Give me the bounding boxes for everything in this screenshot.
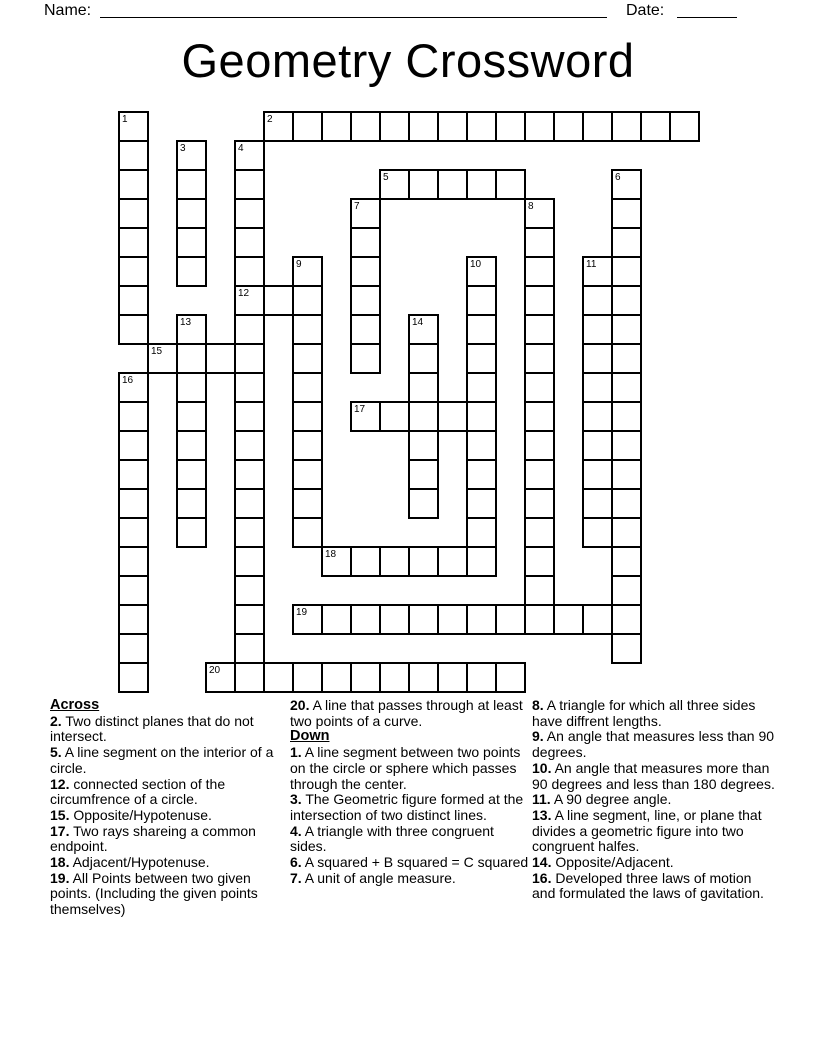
grid-cell-r12c17[interactable] (611, 459, 642, 490)
grid-cell-r19c7[interactable] (321, 662, 352, 693)
grid-cell-r0c13[interactable] (495, 111, 526, 142)
grid-cell-r9c2[interactable] (176, 372, 207, 403)
grid-cell-r19c0[interactable] (118, 662, 149, 693)
clue-heading-across: Across (50, 697, 100, 713)
grid-cell-r11c4[interactable] (234, 430, 265, 461)
clue-number: 14. (532, 854, 552, 871)
grid-cell-r17c13[interactable] (495, 604, 526, 635)
grid-cell-r17c4[interactable] (234, 604, 265, 635)
grid-cell-r14c12[interactable] (466, 517, 497, 548)
grid-cell-r2c10[interactable] (408, 169, 439, 200)
grid-cell-r5c17[interactable] (611, 256, 642, 287)
grid-cell-r9c4[interactable] (234, 372, 265, 403)
clue-number: 4. (290, 822, 302, 839)
grid-cell-r19c8[interactable] (350, 662, 381, 693)
grid-cell-r18c17[interactable] (611, 633, 642, 664)
grid-cell-r14c6[interactable] (292, 517, 323, 548)
grid-cell-r18c0[interactable] (118, 633, 149, 664)
grid-cell-r17c12[interactable] (466, 604, 497, 635)
grid-cell-r8c14[interactable] (524, 343, 555, 374)
cell-number-7: 7 (354, 201, 360, 212)
grid-cell-r15c7[interactable] (321, 546, 352, 577)
grid-cell-r2c17[interactable] (611, 169, 642, 200)
clue-down-1 (290, 745, 533, 792)
grid-cell-r13c10[interactable] (408, 488, 439, 519)
grid-cell-r10c2[interactable] (176, 401, 207, 432)
grid-cell-r3c17[interactable] (611, 198, 642, 229)
grid-cell-r3c0[interactable] (118, 198, 149, 229)
grid-cell-r8c10[interactable] (408, 343, 439, 374)
grid-cell-r17c6[interactable] (292, 604, 323, 635)
clue-text: A squared + B squared = C squared (301, 854, 529, 871)
grid-cell-r19c4[interactable] (234, 662, 265, 693)
grid-cell-r17c0[interactable] (118, 604, 149, 635)
grid-cell-r13c6[interactable] (292, 488, 323, 519)
grid-cell-r7c4[interactable] (234, 314, 265, 345)
clue-text: The Geometric figure formed at the intersection of two distinct lines. (290, 791, 524, 823)
clue-text: A line segment, line, or plane that divides a geometric figure into two congruent halfes. (532, 806, 762, 855)
grid-cell-r13c14[interactable] (524, 488, 555, 519)
grid-cell-r0c11[interactable] (437, 111, 468, 142)
clue-number: 1. (290, 744, 302, 761)
grid-cell-r2c0[interactable] (118, 169, 149, 200)
clue-across-20 (290, 698, 533, 729)
clue-down-3 (290, 792, 533, 823)
grid-cell-r0c6[interactable] (292, 111, 323, 142)
grid-cell-r16c14[interactable] (524, 575, 555, 606)
grid-cell-r0c16[interactable] (582, 111, 613, 142)
grid-cell-r11c6[interactable] (292, 430, 323, 461)
clue-number: 6. (290, 854, 302, 871)
clue-heading-down: Down (290, 728, 330, 745)
grid-cell-r10c4[interactable] (234, 401, 265, 432)
grid-cell-r12c14[interactable] (524, 459, 555, 490)
grid-cell-r18c4[interactable] (234, 633, 265, 664)
cell-number-4: 4 (238, 143, 244, 154)
grid-cell-r16c17[interactable] (611, 575, 642, 606)
grid-cell-r11c10[interactable] (408, 430, 439, 461)
cell-number-20: 20 (209, 665, 221, 676)
grid-cell-r11c14[interactable] (524, 430, 555, 461)
grid-cell-r9c14[interactable] (524, 372, 555, 403)
clue-number: 10. (532, 759, 552, 776)
grid-cell-r14c14[interactable] (524, 517, 555, 548)
grid-cell-r15c0[interactable] (118, 546, 149, 577)
grid-cell-r14c16[interactable] (582, 517, 613, 548)
grid-cell-r6c4[interactable] (234, 285, 265, 316)
clue-text: Opposite/Hypotenuse. (69, 806, 212, 823)
grid-cell-r15c17[interactable] (611, 546, 642, 577)
cell-number-5: 5 (383, 172, 389, 183)
grid-cell-r15c10[interactable] (408, 546, 439, 577)
clue-text: A line segment on the interior of a circle. (50, 744, 274, 776)
grid-cell-r0c8[interactable] (350, 111, 381, 142)
grid-cell-r9c17[interactable] (611, 372, 642, 403)
grid-cell-r0c14[interactable] (524, 111, 555, 142)
clue-down-8 (532, 698, 778, 729)
grid-cell-r19c9[interactable] (379, 662, 410, 693)
clue-across-15 (50, 808, 286, 824)
grid-cell-r1c0[interactable] (118, 140, 149, 171)
grid-cell-r17c7[interactable] (321, 604, 352, 635)
grid-cell-r10c9[interactable] (379, 401, 410, 432)
clue-text: All Points between two given points. (Including the given points themselves) (50, 869, 258, 918)
grid-cell-r13c16[interactable] (582, 488, 613, 519)
cell-number-6: 6 (615, 172, 621, 183)
grid-cell-r7c17[interactable] (611, 314, 642, 345)
clue-text: Adjacent/Hypotenuse. (69, 854, 210, 871)
grid-cell-r12c12[interactable] (466, 459, 497, 490)
clue-down-11 (532, 792, 778, 808)
cell-number-18: 18 (325, 549, 337, 560)
grid-cell-r7c0[interactable] (118, 314, 149, 345)
grid-cell-r1c4[interactable] (234, 140, 265, 171)
grid-cell-r15c8[interactable] (350, 546, 381, 577)
grid-cell-r17c8[interactable] (350, 604, 381, 635)
grid-cell-r7c16[interactable] (582, 314, 613, 345)
clue-number: 5. (50, 744, 62, 761)
grid-cell-r11c16[interactable] (582, 430, 613, 461)
grid-cell-r9c10[interactable] (408, 372, 439, 403)
grid-cell-r10c6[interactable] (292, 401, 323, 432)
grid-cell-r5c0[interactable] (118, 256, 149, 287)
grid-cell-r6c12[interactable] (466, 285, 497, 316)
clues-column-1 (50, 698, 286, 918)
grid-cell-r9c16[interactable] (582, 372, 613, 403)
grid-cell-r0c9[interactable] (379, 111, 410, 142)
grid-cell-r13c12[interactable] (466, 488, 497, 519)
grid-cell-r5c8[interactable] (350, 256, 381, 287)
grid-cell-r2c11[interactable] (437, 169, 468, 200)
grid-cell-r8c17[interactable] (611, 343, 642, 374)
clue-text: Developed three laws of motion and formulated the laws of gavitation. (532, 869, 764, 902)
grid-cell-r14c17[interactable] (611, 517, 642, 548)
grid-cell-r6c0[interactable] (118, 285, 149, 316)
grid-cell-r7c14[interactable] (524, 314, 555, 345)
grid-cell-r9c0[interactable] (118, 372, 149, 403)
clue-text: connected section of the circumfrence of a circle. (50, 775, 226, 808)
grid-cell-r17c17[interactable] (611, 604, 642, 635)
cell-number-8: 8 (528, 201, 534, 212)
date-blank-line (677, 17, 737, 18)
grid-cell-r13c2[interactable] (176, 488, 207, 519)
grid-cell-r6c8[interactable] (350, 285, 381, 316)
grid-cell-r3c4[interactable] (234, 198, 265, 229)
grid-cell-r19c3[interactable] (205, 662, 236, 693)
grid-cell-r12c6[interactable] (292, 459, 323, 490)
grid-cell-r16c0[interactable] (118, 575, 149, 606)
grid-cell-r19c5[interactable] (263, 662, 294, 693)
clue-text: An angle that measures more than 90 degrees and less than 180 degrees. (532, 759, 775, 792)
grid-cell-r6c6[interactable] (292, 285, 323, 316)
clue-number: 8. (532, 697, 544, 713)
clue-number: 3. (290, 791, 302, 808)
grid-cell-r12c16[interactable] (582, 459, 613, 490)
grid-cell-r19c12[interactable] (466, 662, 497, 693)
cell-number-19: 19 (296, 607, 308, 618)
grid-cell-r7c10[interactable] (408, 314, 439, 345)
grid-cell-r13c17[interactable] (611, 488, 642, 519)
clue-across-2 (50, 714, 286, 745)
clue-across-12 (50, 777, 286, 808)
grid-cell-r3c2[interactable] (176, 198, 207, 229)
grid-cell-r2c4[interactable] (234, 169, 265, 200)
grid-cell-r6c17[interactable] (611, 285, 642, 316)
grid-cell-r2c2[interactable] (176, 169, 207, 200)
cell-number-1: 1 (122, 114, 128, 125)
grid-cell-r10c17[interactable] (611, 401, 642, 432)
grid-cell-r7c12[interactable] (466, 314, 497, 345)
clue-down-13 (532, 808, 778, 855)
grid-cell-r8c8[interactable] (350, 343, 381, 374)
clue-number: 12. (50, 775, 70, 792)
clue-down-10 (532, 761, 778, 792)
grid-cell-r6c5[interactable] (263, 285, 294, 316)
cell-number-9: 9 (296, 259, 302, 270)
grid-cell-r0c18[interactable] (640, 111, 671, 142)
grid-cell-r13c0[interactable] (118, 488, 149, 519)
grid-cell-r14c4[interactable] (234, 517, 265, 548)
clue-number: 18. (50, 854, 70, 871)
grid-cell-r10c12[interactable] (466, 401, 497, 432)
grid-cell-r14c0[interactable] (118, 517, 149, 548)
clue-number: 7. (290, 869, 302, 886)
grid-cell-r19c11[interactable] (437, 662, 468, 693)
cell-number-13: 13 (180, 317, 192, 328)
grid-cell-r8c4[interactable] (234, 343, 265, 374)
cell-number-16: 16 (122, 375, 134, 386)
grid-cell-r11c2[interactable] (176, 430, 207, 461)
grid-cell-r5c16[interactable] (582, 256, 613, 287)
grid-cell-r10c16[interactable] (582, 401, 613, 432)
grid-cell-r19c6[interactable] (292, 662, 323, 693)
grid-cell-r15c4[interactable] (234, 546, 265, 577)
grid-cell-r8c12[interactable] (466, 343, 497, 374)
grid-cell-r9c6[interactable] (292, 372, 323, 403)
grid-cell-r6c14[interactable] (524, 285, 555, 316)
grid-cell-r15c14[interactable] (524, 546, 555, 577)
clue-text: A triangle for which all three sides have diffrent lengths. (532, 697, 756, 729)
cell-number-3: 3 (180, 143, 186, 154)
grid-cell-r0c10[interactable] (408, 111, 439, 142)
grid-cell-r10c8[interactable] (350, 401, 381, 432)
grid-cell-r16c4[interactable] (234, 575, 265, 606)
grid-cell-r19c13[interactable] (495, 662, 526, 693)
grid-cell-r0c0[interactable] (118, 111, 149, 142)
grid-cell-r8c16[interactable] (582, 343, 613, 374)
clue-across-18 (50, 855, 286, 871)
cell-number-2: 2 (267, 114, 273, 125)
clue-text: A unit of angle measure. (301, 869, 456, 886)
grid-cell-r10c0[interactable] (118, 401, 149, 432)
grid-cell-r12c0[interactable] (118, 459, 149, 490)
grid-cell-r4c0[interactable] (118, 227, 149, 258)
grid-cell-r8c1[interactable] (147, 343, 178, 374)
grid-cell-r2c13[interactable] (495, 169, 526, 200)
clue-number: 19. (50, 869, 70, 886)
grid-cell-r5c6[interactable] (292, 256, 323, 287)
cell-number-12: 12 (238, 288, 250, 299)
cell-number-11: 11 (586, 259, 597, 270)
grid-cell-r4c8[interactable] (350, 227, 381, 258)
clue-number: 9. (532, 728, 544, 745)
grid-cell-r17c14[interactable] (524, 604, 555, 635)
grid-cell-r6c16[interactable] (582, 285, 613, 316)
date-label: Date: (626, 2, 665, 19)
grid-cell-r8c6[interactable] (292, 343, 323, 374)
clue-text: A triangle with three congruent sides. (290, 822, 494, 855)
clue-number: 17. (50, 822, 70, 839)
grid-cell-r0c15[interactable] (553, 111, 584, 142)
grid-cell-r4c4[interactable] (234, 227, 265, 258)
clue-down-16 (532, 871, 778, 902)
grid-cell-r13c4[interactable] (234, 488, 265, 519)
grid-cell-r11c12[interactable] (466, 430, 497, 461)
grid-cell-r8c3[interactable] (205, 343, 236, 374)
grid-cell-r3c14[interactable] (524, 198, 555, 229)
grid-cell-r7c6[interactable] (292, 314, 323, 345)
clue-text: An angle that measures less than 90 degrees. (532, 728, 775, 761)
grid-cell-r10c11[interactable] (437, 401, 468, 432)
grid-cell-r0c19[interactable] (669, 111, 700, 142)
grid-cell-r4c14[interactable] (524, 227, 555, 258)
clue-down-14 (532, 855, 778, 871)
clue-text: Opposite/Adjacent. (551, 854, 674, 871)
grid-cell-r15c9[interactable] (379, 546, 410, 577)
cell-number-15: 15 (151, 346, 163, 357)
clues-column-3 (532, 698, 778, 902)
clue-text: Two distinct planes that do not intersect. (50, 712, 254, 745)
grid-cell-r2c12[interactable] (466, 169, 497, 200)
clue-down-6 (290, 855, 533, 871)
grid-cell-r5c12[interactable] (466, 256, 497, 287)
grid-cell-r17c16[interactable] (582, 604, 613, 635)
cell-number-17: 17 (354, 404, 366, 415)
grid-cell-r17c15[interactable] (553, 604, 584, 635)
crossword-grid (118, 111, 700, 693)
name-blank-line (100, 17, 607, 18)
grid-cell-r9c12[interactable] (466, 372, 497, 403)
clue-down-7 (290, 871, 533, 887)
grid-cell-r0c7[interactable] (321, 111, 352, 142)
clue-number: 15. (50, 806, 70, 823)
grid-cell-r7c8[interactable] (350, 314, 381, 345)
grid-cell-r17c10[interactable] (408, 604, 439, 635)
grid-cell-r3c8[interactable] (350, 198, 381, 229)
clues-column-2 (290, 698, 533, 886)
clue-down-4 (290, 824, 533, 855)
grid-cell-r12c2[interactable] (176, 459, 207, 490)
grid-cell-r2c9[interactable] (379, 169, 410, 200)
grid-cell-r8c2[interactable] (176, 343, 207, 374)
grid-cell-r5c4[interactable] (234, 256, 265, 287)
clue-text: A 90 degree angle. (550, 791, 672, 808)
grid-cell-r4c17[interactable] (611, 227, 642, 258)
clue-number: 16. (532, 869, 552, 886)
grid-cell-r5c2[interactable] (176, 256, 207, 287)
clue-number: 13. (532, 806, 552, 823)
grid-cell-r17c9[interactable] (379, 604, 410, 635)
name-label: Name: (44, 2, 92, 19)
clue-down-9 (532, 729, 778, 760)
grid-cell-r15c11[interactable] (437, 546, 468, 577)
grid-cell-r19c10[interactable] (408, 662, 439, 693)
clue-number: 11. (532, 791, 551, 808)
grid-cell-r5c14[interactable] (524, 256, 555, 287)
grid-cell-r0c17[interactable] (611, 111, 642, 142)
cell-number-14: 14 (412, 317, 424, 328)
grid-cell-r4c2[interactable] (176, 227, 207, 258)
clue-number: 20. (290, 697, 310, 713)
clue-text: A line segment between two points on the circle or sphere which passes through the center. (290, 744, 521, 792)
cell-number-10: 10 (470, 259, 482, 270)
grid-cell-r0c12[interactable] (466, 111, 497, 142)
clue-across-17 (50, 824, 286, 855)
page-title: Geometry Crossword (181, 34, 635, 87)
grid-cell-r11c0[interactable] (118, 430, 149, 461)
grid-cell-r11c17[interactable] (611, 430, 642, 461)
clue-text: Two rays shareing a common endpoint. (50, 822, 256, 855)
clue-text: A line that passes through at least two points of a curve. (290, 697, 523, 729)
grid-cell-r15c12[interactable] (466, 546, 497, 577)
grid-cell-r12c10[interactable] (408, 459, 439, 490)
grid-cell-r7c2[interactable] (176, 314, 207, 345)
clue-across-19 (50, 871, 286, 918)
grid-cell-r14c2[interactable] (176, 517, 207, 548)
grid-cell-r10c14[interactable] (524, 401, 555, 432)
grid-cell-r12c4[interactable] (234, 459, 265, 490)
grid-cell-r17c11[interactable] (437, 604, 468, 635)
grid-cell-r0c5[interactable] (263, 111, 294, 142)
grid-cell-r10c10[interactable] (408, 401, 439, 432)
clue-number: 2. (50, 712, 62, 729)
grid-cell-r1c2[interactable] (176, 140, 207, 171)
clue-across-5 (50, 745, 286, 776)
